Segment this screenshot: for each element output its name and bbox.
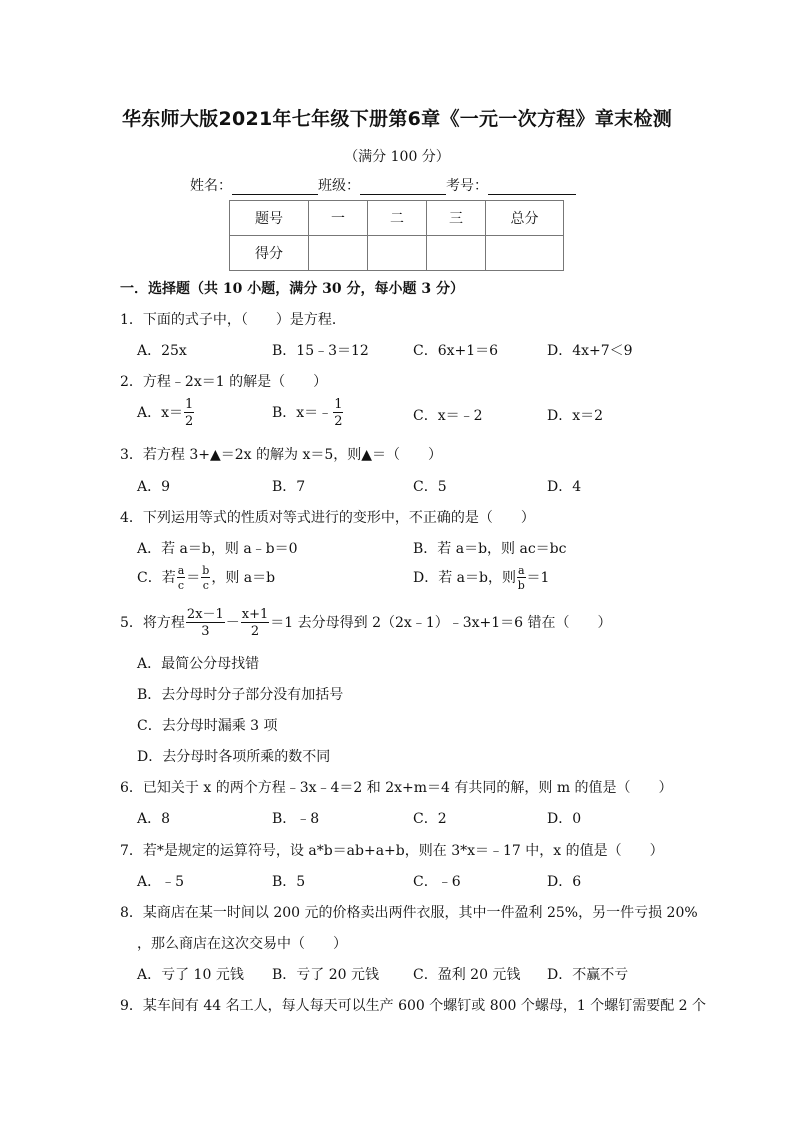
denominator: 2 <box>334 414 343 429</box>
q4-d-suffix: ＝1 <box>526 570 550 586</box>
q1-option-c[interactable]: C．6x+1＝6 <box>413 343 499 359</box>
name-field[interactable] <box>232 180 318 195</box>
score-cell[interactable] <box>368 236 427 271</box>
denominator: c <box>202 579 209 592</box>
score-header-cell: 一 <box>309 201 368 236</box>
q2-option-c[interactable]: C．x＝﹣2 <box>413 408 483 424</box>
q4-option-b[interactable]: B．若 a＝b，则 ac＝bc <box>413 541 567 557</box>
score-table-score-row <box>230 236 564 271</box>
denominator: c <box>177 579 185 592</box>
q2-option-b[interactable] <box>272 398 344 428</box>
q1-option-a[interactable]: A．25x <box>137 343 187 359</box>
q7-option-d[interactable]: D．6 <box>547 874 582 890</box>
q4-c-suffix: ，则 a＝b <box>211 570 276 586</box>
name-label: 姓名： <box>190 178 232 194</box>
q6-option-b[interactable]: B．﹣8 <box>272 811 320 827</box>
fraction <box>186 608 225 638</box>
question-9-stem: 9．某车间有 44 名工人，每人每天可以生产 600 个螺钉或 800 个螺母，1 个螺钉需要配 2 个 <box>120 998 707 1014</box>
q5-option-c[interactable]: C．去分母时漏乘 3 项 <box>137 718 278 734</box>
numerator: b <box>202 564 210 577</box>
exam-no-field[interactable] <box>488 180 576 195</box>
q2-option-d[interactable]: D．x＝2 <box>547 408 604 424</box>
question-7-stem: 7．若*是规定的运算符号，设 a*b＝ab+a+b，则在 3*x＝﹣17 中，x 的值是（ ） <box>120 843 664 859</box>
score-cell[interactable] <box>486 236 564 271</box>
score-row-label: 得分 <box>230 236 309 271</box>
q7-option-b[interactable]: B．5 <box>272 874 306 890</box>
full-score-note: （满分 100 分） <box>344 149 450 165</box>
question-2-stem: 2．方程﹣2x＝1 的解是（ ） <box>120 374 328 390</box>
q4-option-a[interactable]: A．若 a＝b，则 a﹣b＝0 <box>137 541 298 557</box>
fraction <box>201 565 210 591</box>
numerator: a <box>517 564 525 577</box>
numerator: a <box>177 564 185 577</box>
exam-no-label: 考号： <box>446 178 488 194</box>
q4-c-prefix: C．若 <box>137 570 176 586</box>
numerator: 2x－1 <box>186 607 224 622</box>
q3-option-c[interactable]: C．5 <box>413 479 447 495</box>
q3-option-d[interactable]: D．4 <box>547 479 582 495</box>
minus-sign: － <box>225 615 240 631</box>
score-table <box>229 200 564 271</box>
score-header-cell: 二 <box>368 201 427 236</box>
denominator: b <box>517 579 525 592</box>
q8-option-b[interactable]: B．亏了 20 元钱 <box>272 967 380 983</box>
q5-suffix: ＝1 去分母得到 2（2x﹣1）﹣3x+1＝6 错在（ ） <box>270 615 612 631</box>
q6-option-a[interactable]: A．8 <box>137 811 171 827</box>
q1-option-b[interactable]: B．15﹣3＝12 <box>272 343 369 359</box>
q5-prefix: 5．将方程 <box>120 615 185 631</box>
q3-option-a[interactable]: A．9 <box>137 479 171 495</box>
class-label: 班级： <box>318 178 360 194</box>
q4-option-d[interactable] <box>413 565 549 591</box>
question-5-stem <box>120 608 612 638</box>
q6-option-c[interactable]: C．2 <box>413 811 447 827</box>
q3-option-b[interactable]: B．7 <box>272 479 306 495</box>
score-header-cell: 总分 <box>486 201 564 236</box>
score-header-cell: 三 <box>427 201 486 236</box>
question-6-stem: 6．已知关于 x 的两个方程﹣3x﹣4＝2 和 2x+m＝4 有共同的解，则 m 的值是（ ） <box>120 780 673 796</box>
q1-option-d[interactable]: D．4x+7＜9 <box>547 343 633 359</box>
fraction <box>333 398 343 428</box>
equals-sign: ＝ <box>186 570 201 586</box>
section-heading: 一．选择题（共 10 小题，满分 30 分，每小题 3 分） <box>120 281 464 297</box>
numerator: 1 <box>185 397 194 412</box>
question-8-stem-line2: ，那么商店在这次交易中（ ） <box>137 936 347 952</box>
fraction <box>241 608 270 638</box>
score-cell[interactable] <box>309 236 368 271</box>
score-cell[interactable] <box>427 236 486 271</box>
question-3-stem: 3．若方程 3+▲＝2x 的解为 x＝5，则▲＝（ ） <box>120 447 443 463</box>
score-table-header-row <box>230 201 564 236</box>
class-field[interactable] <box>360 180 446 195</box>
q2-b-prefix: B．x＝﹣ <box>272 405 333 421</box>
denominator: 2 <box>250 624 260 639</box>
q8-option-c[interactable]: C．盈利 20 元钱 <box>413 967 521 983</box>
question-8-stem-line1: 8．某商店在某一时间以 200 元的价格卖出两件衣服，其中一件盈利 25%，另一件亏损 20% <box>120 905 698 921</box>
q5-option-b[interactable]: B．去分母时分子部分没有加括号 <box>137 687 344 703</box>
q7-option-a[interactable]: A．﹣5 <box>137 874 185 890</box>
q8-option-d[interactable]: D．不赢不亏 <box>547 967 629 983</box>
fraction <box>517 565 526 591</box>
q8-option-a[interactable]: A．亏了 10 元钱 <box>137 967 244 983</box>
fraction <box>177 565 186 591</box>
q2-option-a[interactable] <box>137 398 195 428</box>
q7-option-c[interactable]: C．﹣6 <box>413 874 461 890</box>
denominator: 2 <box>185 414 194 429</box>
q4-d-prefix: D．若 a＝b，则 <box>413 570 516 586</box>
page-title: 华东师大版2021年七年级下册第6章《一元一次方程》章末检测 <box>121 108 673 130</box>
numerator: 1 <box>334 397 343 412</box>
q4-option-c[interactable] <box>137 565 275 591</box>
q5-option-d[interactable]: D．去分母时各项所乘的数不同 <box>137 749 331 765</box>
student-info-line <box>190 175 576 195</box>
q2-a-prefix: A．x＝ <box>137 405 184 421</box>
q5-option-a[interactable]: A．最简公分母找错 <box>137 656 260 672</box>
score-header-cell: 题号 <box>230 201 309 236</box>
numerator: x+1 <box>241 607 269 622</box>
question-1-stem: 1．下面的式子中，（ ）是方程． <box>120 312 346 328</box>
question-4-stem: 4．下列运用等式的性质对等式进行的变形中，不正确的是（ ） <box>120 510 535 526</box>
fraction <box>184 398 194 428</box>
denominator: 3 <box>201 624 210 639</box>
q6-option-d[interactable]: D．0 <box>547 811 582 827</box>
